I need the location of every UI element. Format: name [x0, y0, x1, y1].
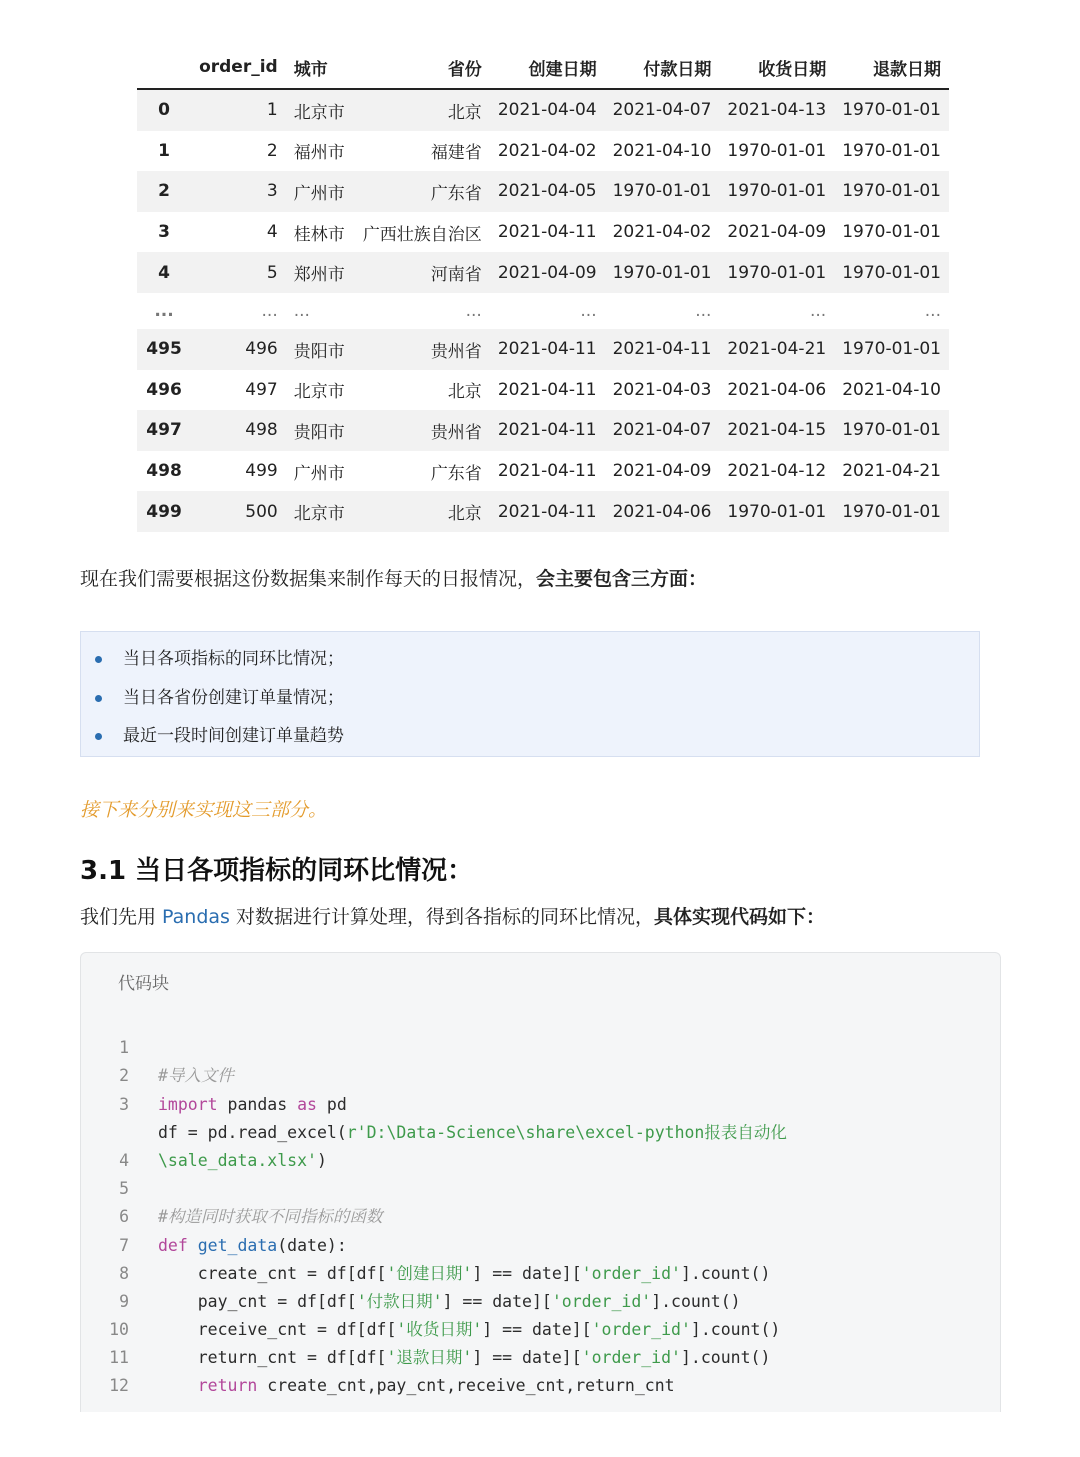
- cell-pay-date: 2021-04-07: [612, 100, 712, 121]
- cell-refund-date: 1970-01-01: [842, 100, 941, 121]
- cell-ellipsis: ...: [261, 300, 278, 321]
- list-item: [123, 717, 979, 756]
- code-text: pay_cnt = df[df['付款日期'] == date]['order_id'].count(): [158, 1291, 741, 1311]
- lead-bold-text: 具体实现代码如下：: [654, 906, 826, 928]
- cell-create-date: 2021-04-11: [497, 501, 597, 522]
- row-index: 496: [146, 379, 182, 400]
- cell-order-id: 496: [245, 339, 278, 360]
- line-number: 6: [119, 1207, 129, 1227]
- table-row: [137, 252, 949, 293]
- cell-province: 北京: [447, 102, 482, 123]
- table-row: [137, 171, 949, 212]
- cell-create-date: 2021-04-11: [497, 379, 597, 400]
- cell-receive-date: 2021-04-12: [727, 461, 827, 482]
- list-item-text: 最近一段时间创建订单量趋势: [123, 726, 344, 746]
- cell-ellipsis: ...: [580, 300, 597, 321]
- cell-province: 贵州省: [430, 341, 482, 362]
- header-index: [137, 46, 191, 89]
- line-number: 9: [119, 1291, 129, 1311]
- cell-pay-date: 2021-04-06: [612, 501, 712, 522]
- cell-pay-date: 2021-04-10: [612, 140, 712, 161]
- cell-order-id: 498: [245, 420, 278, 441]
- header-pay-date: 付款日期: [605, 46, 720, 89]
- cell-city: 贵阳市: [293, 422, 345, 443]
- dataframe-table-container: [137, 46, 949, 532]
- header-refund-date: 退款日期: [834, 46, 949, 89]
- cell-pay-date: 2021-04-09: [612, 461, 712, 482]
- header-city: 城市: [286, 46, 354, 89]
- cell-ellipsis: ...: [465, 300, 482, 321]
- row-index: 3: [158, 222, 170, 243]
- cell-ellipsis: ...: [293, 300, 310, 321]
- code-block-title: 代码块: [118, 974, 169, 994]
- code-line: [81, 1119, 141, 1170]
- row-index: 1: [158, 140, 170, 161]
- bullet-dot-icon: [95, 733, 102, 740]
- code-text: #构造同时获取不同指标的函数: [158, 1207, 383, 1227]
- row-index: 495: [146, 339, 182, 360]
- line-number: 4: [119, 1150, 129, 1170]
- cell-refund-date: 1970-01-01: [842, 501, 941, 522]
- intro-paragraph: [80, 564, 707, 591]
- cell-receive-date: 2021-04-09: [727, 222, 827, 243]
- table-row-ellipsis: [137, 293, 949, 329]
- line-number: 11: [109, 1348, 129, 1368]
- cell-pay-date: 1970-01-01: [612, 262, 712, 283]
- list-item-text: 当日各省份创建订单量情况；: [123, 687, 344, 708]
- cell-create-date: 2021-04-05: [497, 181, 597, 202]
- cell-city: 贵阳市: [293, 341, 345, 362]
- cell-pay-date: 2021-04-03: [612, 379, 712, 400]
- cell-city: 郑州市: [293, 265, 345, 286]
- bullet-dot-icon: [95, 695, 102, 702]
- table-row: [137, 451, 949, 492]
- cell-refund-date: 1970-01-01: [842, 339, 941, 360]
- line-number: 5: [119, 1179, 129, 1199]
- cell-province: 福建省: [430, 143, 482, 164]
- list-item-text: 当日各项指标的同环比情况；: [123, 649, 344, 669]
- cell-receive-date: 1970-01-01: [727, 262, 827, 283]
- table-row: [137, 370, 949, 411]
- cell-order-id: 497: [245, 379, 278, 400]
- row-index: 2: [158, 181, 170, 202]
- code-text: df = pd.read_excel(r'D:\Data-Science\share\excel-python报表自动化: [158, 1122, 787, 1142]
- line-number: 12: [109, 1376, 129, 1396]
- code-text: create_cnt = df[df['创建日期'] == date]['order_id'].count(): [158, 1263, 771, 1283]
- intro-bold-text: 会主要包含三方面：: [536, 568, 708, 590]
- cell-create-date: 2021-04-09: [497, 262, 597, 283]
- cell-ellipsis: ...: [695, 300, 712, 321]
- cell-refund-date: 2021-04-10: [842, 379, 941, 400]
- cell-pay-date: 1970-01-01: [612, 181, 712, 202]
- line-number: 3: [119, 1094, 129, 1114]
- cell-city: 北京市: [293, 102, 345, 123]
- cell-create-date: 2021-04-11: [497, 339, 597, 360]
- line-number: 7: [119, 1235, 129, 1255]
- list-item: [123, 679, 979, 718]
- cell-create-date: 2021-04-11: [497, 461, 597, 482]
- cell-order-id: 3: [266, 181, 278, 202]
- dataframe-table: [137, 46, 949, 532]
- row-index: 498: [146, 461, 182, 482]
- cell-create-date: 2021-04-11: [497, 420, 597, 441]
- section-lead-paragraph: [80, 902, 825, 929]
- row-index: 499: [146, 501, 182, 522]
- cell-province: 广西壮族自治区: [362, 224, 482, 245]
- code-text: receive_cnt = df[df['收货日期'] == date]['order_id'].count(): [158, 1320, 781, 1340]
- bullet-dot-icon: [95, 656, 102, 663]
- cell-receive-date: 1970-01-01: [727, 501, 827, 522]
- cell-refund-date: 1970-01-01: [842, 420, 941, 441]
- lead-text-after: 对数据进行计算处理，得到各指标的同环比情况，: [229, 906, 654, 928]
- cell-receive-date: 1970-01-01: [727, 181, 827, 202]
- cell-refund-date: 1970-01-01: [842, 181, 941, 202]
- table-row: [137, 329, 949, 370]
- cell-pay-date: 2021-04-02: [612, 222, 712, 243]
- section-heading: 3.1 当日各项指标的同环比情况：: [80, 856, 474, 886]
- cell-create-date: 2021-04-11: [497, 222, 597, 243]
- row-index: ...: [154, 300, 174, 321]
- cell-city: 北京市: [293, 382, 345, 403]
- cell-city: 福州市: [293, 143, 345, 164]
- cell-province: 北京: [447, 382, 482, 403]
- row-index: 0: [158, 100, 170, 121]
- cell-province: 广东省: [430, 463, 482, 484]
- cell-city: 北京市: [293, 504, 345, 525]
- cell-refund-date: 1970-01-01: [842, 262, 941, 283]
- cell-order-id: 1: [266, 100, 278, 121]
- cell-province: 河南省: [430, 265, 482, 286]
- line-number: 1: [119, 1038, 129, 1058]
- cell-create-date: 2021-04-04: [497, 100, 597, 121]
- table-row: [137, 212, 949, 253]
- cell-receive-date: 2021-04-21: [727, 339, 827, 360]
- header-province: 省份: [353, 46, 489, 89]
- cell-order-id: 500: [245, 501, 278, 522]
- cell-refund-date: 1970-01-01: [842, 222, 941, 243]
- cell-ellipsis: ...: [924, 300, 941, 321]
- table-row: [137, 491, 949, 532]
- code-text: import pandas as pd: [158, 1094, 347, 1114]
- code-text: \sale_data.xlsx'): [158, 1150, 327, 1170]
- intro-text: 现在我们需要根据这份数据集来制作每天的日报情况，: [80, 568, 537, 590]
- cell-receive-date: 2021-04-13: [727, 100, 827, 121]
- cell-city: 广州市: [293, 183, 345, 204]
- header-order-id: order_id: [191, 46, 286, 89]
- code-block[interactable]: [80, 952, 1001, 1412]
- code-line: [81, 1344, 141, 1396]
- code-text: return_cnt = df[df['退款日期'] == date]['order_id'].count(): [158, 1348, 771, 1368]
- cell-city: 广州市: [293, 463, 345, 484]
- cell-province: 贵州省: [430, 422, 482, 443]
- code-text: return create_cnt,pay_cnt,receive_cnt,return_cnt: [197, 1376, 675, 1396]
- line-number: 2: [119, 1066, 129, 1086]
- code-lines: [81, 1006, 787, 1396]
- cell-receive-date: 2021-04-15: [727, 420, 827, 441]
- bullet-list-box: [80, 631, 980, 757]
- cell-pay-date: 2021-04-11: [612, 339, 712, 360]
- table-row: [137, 89, 949, 131]
- cell-province: 北京: [447, 504, 482, 525]
- highlight-note: 接下来分别来实现这三部分。: [80, 799, 328, 821]
- row-index: 4: [158, 262, 170, 283]
- cell-refund-date: 2021-04-21: [842, 461, 941, 482]
- table-row: [137, 410, 949, 451]
- code-text: def get_data(date):: [158, 1235, 347, 1255]
- cell-order-id: 2: [266, 140, 278, 161]
- cell-pay-date: 2021-04-07: [612, 420, 712, 441]
- header-create-date: 创建日期: [490, 46, 605, 89]
- cell-order-id: 4: [266, 222, 278, 243]
- row-index: 497: [146, 420, 182, 441]
- code-text: #导入文件: [158, 1066, 234, 1086]
- table-row: [137, 131, 949, 172]
- list-item: [123, 640, 979, 679]
- cell-ellipsis: ...: [809, 300, 827, 321]
- lead-text-before: 我们先用: [80, 906, 163, 928]
- cell-province: 广东省: [430, 183, 482, 204]
- header-receive-date: 收货日期: [719, 46, 834, 89]
- cell-refund-date: 1970-01-01: [842, 140, 941, 161]
- bullet-list: [123, 640, 979, 756]
- cell-receive-date: 1970-01-01: [727, 140, 827, 161]
- cell-order-id: 5: [266, 262, 278, 283]
- code-line: [81, 1006, 234, 1086]
- cell-receive-date: 2021-04-06: [727, 379, 827, 400]
- cell-city: 桂林市: [293, 224, 345, 245]
- cell-create-date: 2021-04-02: [497, 140, 597, 161]
- pandas-link[interactable]: Pandas: [162, 906, 230, 928]
- line-number: 10: [109, 1320, 129, 1340]
- table-header-row: [137, 46, 949, 89]
- cell-order-id: 499: [245, 461, 278, 482]
- line-number: 8: [119, 1263, 129, 1283]
